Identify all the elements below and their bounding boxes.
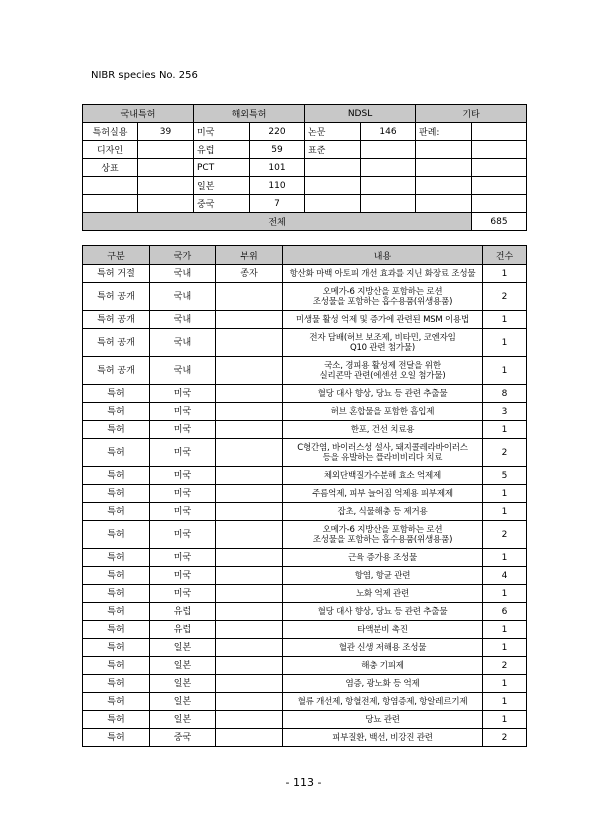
row-content: 근육 증가용 조성물 [283, 549, 483, 567]
total-label: 전체 [83, 213, 472, 231]
row-content: 해충 기피제 [283, 657, 483, 675]
summary-cell [83, 195, 138, 213]
summary-cell [138, 195, 194, 213]
row-part [216, 675, 283, 693]
table-row [83, 549, 527, 567]
table-row [83, 603, 527, 621]
summary-cell [305, 159, 361, 177]
summary-header-row [83, 105, 527, 123]
summary-row [83, 141, 527, 159]
row-count: 6 [483, 603, 527, 621]
patent-detail-table [82, 245, 527, 747]
row-type: 특허 [83, 639, 150, 657]
row-type: 특허 [83, 657, 150, 675]
summary-cell: 디자인 [83, 141, 138, 159]
row-count: 1 [483, 485, 527, 503]
row-country: 미국 [150, 503, 216, 521]
row-count: 1 [483, 711, 527, 729]
row-content: 항염, 항균 관련 [283, 567, 483, 585]
page-number: - 113 - [285, 776, 322, 789]
header-domestic: 국내특허 [83, 105, 194, 123]
row-country: 일본 [150, 711, 216, 729]
row-type: 특허 [83, 621, 150, 639]
table-row [83, 657, 527, 675]
row-type: 특허 [83, 693, 150, 711]
table-row [83, 421, 527, 439]
row-part [216, 603, 283, 621]
row-content: 체외단백질가수분해 효소 억제제 [283, 467, 483, 485]
row-type: 특허 [83, 675, 150, 693]
summary-cell: 논문 [305, 123, 361, 141]
row-type: 특허 [83, 567, 150, 585]
row-count: 2 [483, 521, 527, 549]
row-country: 미국 [150, 439, 216, 467]
summary-cell: 특허실용 [83, 123, 138, 141]
row-part [216, 503, 283, 521]
table-row [83, 639, 527, 657]
summary-cell: 중국 [194, 195, 250, 213]
header-foreign: 해외특허 [194, 105, 305, 123]
summary-cell [138, 177, 194, 195]
table-row [83, 357, 527, 385]
summary-cell [361, 195, 416, 213]
row-part [216, 549, 283, 567]
row-country: 미국 [150, 421, 216, 439]
row-country: 미국 [150, 521, 216, 549]
summary-cell [361, 177, 416, 195]
summary-total-row [83, 213, 527, 231]
table-row [83, 693, 527, 711]
row-content: 염증, 광노화 등 억제 [283, 675, 483, 693]
summary-cell [305, 177, 361, 195]
row-count: 1 [483, 357, 527, 385]
row-part [216, 283, 283, 311]
row-type: 특허 [83, 729, 150, 747]
row-type: 특허 공개 [83, 311, 150, 329]
header-content: 내용 [283, 246, 483, 265]
row-part [216, 639, 283, 657]
row-content: 오메가-6 지방산을 포함하는 로션 조성물을 포함하는 흡수용품(위생용품) [283, 283, 483, 311]
row-count: 1 [483, 549, 527, 567]
row-part [216, 421, 283, 439]
header-part: 부위 [216, 246, 283, 265]
row-part [216, 657, 283, 675]
row-content: 잡초, 식물해충 등 제거용 [283, 503, 483, 521]
summary-cell: 146 [361, 123, 416, 141]
row-type: 특허 [83, 603, 150, 621]
row-type: 특허 [83, 439, 150, 467]
row-count: 1 [483, 621, 527, 639]
table-row [83, 439, 527, 467]
summary-cell [416, 159, 472, 177]
summary-cell: 220 [250, 123, 305, 141]
summary-cell [416, 195, 472, 213]
summary-row [83, 123, 527, 141]
header-ndsl: NDSL [305, 105, 416, 123]
summary-cell: 7 [250, 195, 305, 213]
row-count: 4 [483, 567, 527, 585]
detail-header-row [83, 246, 527, 265]
row-content: 미생물 활성 억제 및 증가에 관련된 MSM 이용법 [283, 311, 483, 329]
summary-cell [416, 177, 472, 195]
table-row [83, 283, 527, 311]
row-content: 주름억제, 피부 늘어짐 억제용 피부제제 [283, 485, 483, 503]
row-type: 특허 [83, 585, 150, 603]
row-type: 특허 [83, 503, 150, 521]
row-count: 2 [483, 657, 527, 675]
table-row [83, 467, 527, 485]
summary-cell: 39 [138, 123, 194, 141]
summary-cell: 표준 [305, 141, 361, 159]
row-part [216, 485, 283, 503]
summary-cell [138, 159, 194, 177]
table-row [83, 385, 527, 403]
row-part [216, 693, 283, 711]
row-count: 1 [483, 585, 527, 603]
row-count: 2 [483, 439, 527, 467]
row-part [216, 567, 283, 585]
row-content: 피부질환, 백선, 비강진 관련 [283, 729, 483, 747]
row-content: 항산화 마백 아토피 개선 효과를 지닌 화장료 조성물 [283, 265, 483, 283]
row-country: 유럽 [150, 621, 216, 639]
summary-cell [305, 195, 361, 213]
row-content: 혈류 개선제, 항혈전제, 항염증제, 항알레르기제 [283, 693, 483, 711]
row-country: 국내 [150, 311, 216, 329]
row-type: 특허 [83, 711, 150, 729]
header-count: 건수 [483, 246, 527, 265]
row-count: 8 [483, 385, 527, 403]
summary-cell [416, 141, 472, 159]
summary-cell [472, 141, 527, 159]
row-content: 혈관 신생 저해용 조성물 [283, 639, 483, 657]
summary-cell: 110 [250, 177, 305, 195]
table-row [83, 729, 527, 747]
row-type: 특허 거절 [83, 265, 150, 283]
row-country: 미국 [150, 567, 216, 585]
row-part [216, 439, 283, 467]
row-content: 노화 억제 관련 [283, 585, 483, 603]
table-row [83, 265, 527, 283]
row-type: 특허 [83, 421, 150, 439]
header-country: 국가 [150, 246, 216, 265]
table-row [83, 403, 527, 421]
summary-cell: PCT [194, 159, 250, 177]
table-row [83, 675, 527, 693]
table-row [83, 621, 527, 639]
table-row [83, 585, 527, 603]
row-type: 특허 공개 [83, 357, 150, 385]
row-part [216, 311, 283, 329]
table-row [83, 329, 527, 357]
patent-summary-table [82, 104, 527, 231]
table-row [83, 567, 527, 585]
summary-cell: 판례: [416, 123, 472, 141]
summary-row [83, 195, 527, 213]
row-count: 3 [483, 403, 527, 421]
row-count: 1 [483, 421, 527, 439]
summary-cell [472, 195, 527, 213]
row-type: 특허 [83, 521, 150, 549]
row-country: 국내 [150, 265, 216, 283]
table-row [83, 485, 527, 503]
row-type: 특허 [83, 467, 150, 485]
row-content: C형간염, 바이러스성 설사, 돼지콜레라바이러스 등을 유발하는 플라비비리다 치료 [283, 439, 483, 467]
row-count: 1 [483, 675, 527, 693]
header-type: 구분 [83, 246, 150, 265]
table-row [83, 311, 527, 329]
row-content: 오메가-6 지방산을 포함하는 로션 조성물을 포함하는 흡수용품(위생용품) [283, 521, 483, 549]
row-country: 일본 [150, 657, 216, 675]
row-part [216, 585, 283, 603]
row-count: 1 [483, 265, 527, 283]
summary-cell [472, 123, 527, 141]
row-part [216, 467, 283, 485]
row-country: 미국 [150, 585, 216, 603]
row-country: 미국 [150, 385, 216, 403]
row-content: 혈당 대사 향상, 당뇨 등 관련 추출물 [283, 385, 483, 403]
row-content: 한포, 건선 치료용 [283, 421, 483, 439]
row-type: 특허 공개 [83, 283, 150, 311]
row-country: 미국 [150, 467, 216, 485]
summary-row [83, 159, 527, 177]
row-country: 일본 [150, 639, 216, 657]
row-country: 국내 [150, 283, 216, 311]
table-row [83, 711, 527, 729]
summary-cell [361, 141, 416, 159]
row-count: 1 [483, 329, 527, 357]
row-part [216, 711, 283, 729]
row-type: 특허 [83, 385, 150, 403]
row-count: 1 [483, 311, 527, 329]
row-country: 국내 [150, 357, 216, 385]
row-content: 전자 담배(허브 보조제, 비타민, 코엔자임 Q10 관련 첨가물) [283, 329, 483, 357]
row-country: 미국 [150, 403, 216, 421]
row-country: 일본 [150, 675, 216, 693]
row-count: 1 [483, 639, 527, 657]
row-count: 2 [483, 729, 527, 747]
species-label: NIBR species No. 256 [91, 70, 198, 81]
row-count: 2 [483, 283, 527, 311]
row-country: 미국 [150, 485, 216, 503]
row-country: 유럽 [150, 603, 216, 621]
row-country: 일본 [150, 693, 216, 711]
table-row [83, 503, 527, 521]
summary-cell [472, 177, 527, 195]
header-other: 기타 [416, 105, 527, 123]
row-part [216, 729, 283, 747]
summary-cell: 미국 [194, 123, 250, 141]
summary-cell [83, 177, 138, 195]
table-row [83, 521, 527, 549]
row-count: 5 [483, 467, 527, 485]
row-type: 특허 [83, 403, 150, 421]
row-content: 국소, 경피용 활성제 전달을 위한 실리콘막 관련(에센션 오일 첨가물) [283, 357, 483, 385]
row-part [216, 357, 283, 385]
row-content: 당뇨 관련 [283, 711, 483, 729]
row-part [216, 385, 283, 403]
summary-cell [472, 159, 527, 177]
row-content: 허브 혼합물을 포함한 흡입제 [283, 403, 483, 421]
row-type: 특허 [83, 485, 150, 503]
summary-cell: 101 [250, 159, 305, 177]
total-value: 685 [472, 213, 527, 231]
summary-cell: 59 [250, 141, 305, 159]
row-type: 특허 공개 [83, 329, 150, 357]
row-part [216, 329, 283, 357]
row-content: 타액분비 촉진 [283, 621, 483, 639]
row-country: 중국 [150, 729, 216, 747]
summary-cell [138, 141, 194, 159]
summary-cell [361, 159, 416, 177]
row-part: 종자 [216, 265, 283, 283]
row-part [216, 621, 283, 639]
row-count: 1 [483, 503, 527, 521]
row-type: 특허 [83, 549, 150, 567]
row-count: 1 [483, 693, 527, 711]
row-part [216, 521, 283, 549]
row-country: 국내 [150, 329, 216, 357]
row-content: 혈당 대사 향상, 당뇨 등 관련 추출물 [283, 603, 483, 621]
summary-cell: 유럽 [194, 141, 250, 159]
row-part [216, 403, 283, 421]
summary-cell: 일본 [194, 177, 250, 195]
row-country: 미국 [150, 549, 216, 567]
summary-cell: 상표 [83, 159, 138, 177]
summary-row [83, 177, 527, 195]
